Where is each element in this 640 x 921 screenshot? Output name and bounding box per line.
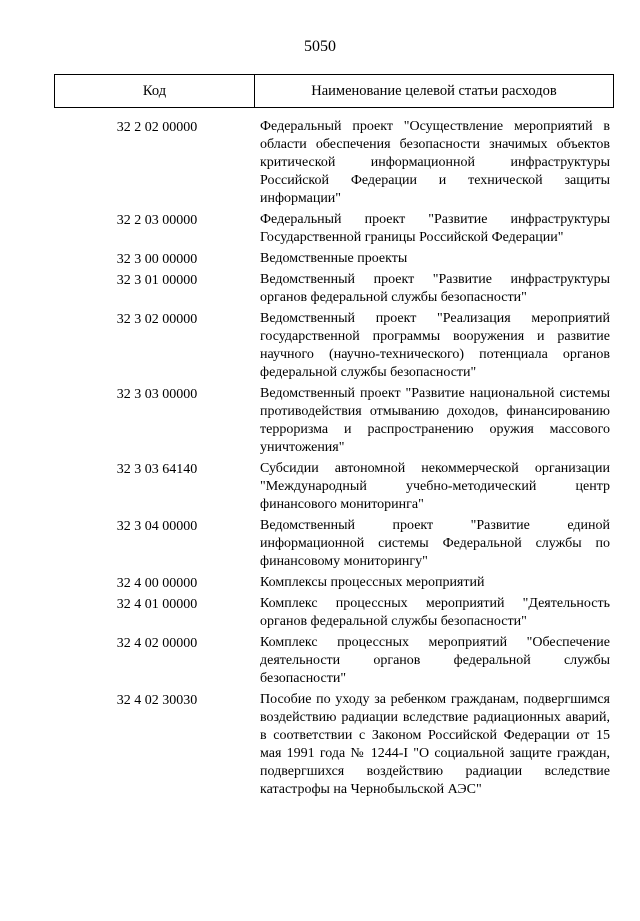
row-code: 32 3 01 00000 [116,273,198,288]
table-row [54,691,614,799]
table-row [54,574,614,592]
row-name: Ведомственный проект "Развитие национальной системы противодействия отмыванию доходов, финансированию терроризма и распространению оружия массового уничтожения" [260,386,610,455]
row-code: 32 3 03 64140 [116,462,198,477]
table-row [54,310,614,382]
row-name: Комплекс процессных мероприятий "Обеспечение деятельности органов федеральной службы безопасности" [260,635,610,686]
table-row [54,211,614,247]
row-code: 32 4 02 30030 [116,693,198,708]
table-row [54,385,614,457]
row-name: Ведомственный проект "Развитие инфраструктуры органов федеральной службы безопасности" [260,272,610,305]
row-code: 32 2 03 00000 [116,213,198,228]
row-code: 32 3 00 00000 [116,252,198,267]
column-header-name: Наименование целевой статьи расходов [311,82,557,99]
page-number: 5050 [304,38,336,55]
row-name: Субсидии автономной некоммерческой организации "Международный учебно-методический центр финансового мониторинга" [260,461,610,512]
row-name: Комплексы процессных мероприятий [260,575,485,590]
row-name: Комплекс процессных мероприятий "Деятельность органов федеральной службы безопасности" [260,596,610,629]
row-code: 32 2 02 00000 [116,120,198,135]
row-code: 32 4 01 00000 [116,597,198,612]
row-name: Ведомственный проект "Развитие единой информационной системы Федеральной службы по финансовому мониторингу" [260,518,610,569]
table-row [54,595,614,631]
row-code: 32 3 04 00000 [116,519,198,534]
row-code: 32 3 03 00000 [116,387,198,402]
row-name: Ведомственный проект "Реализация мероприятий государственной программы вооружения и развитие научного (научно-технического) потенциала органов федеральной службы безопасности" [260,311,610,380]
row-name: Федеральный проект "Развитие инфраструктуры Государственной границы Российской Федерации" [260,212,610,245]
row-name: Федеральный проект "Осуществление мероприятий в области обеспечения безопасности значимых объектов критической информационной инфраструктуры Российской Федерации и технической защиты информации" [260,119,610,206]
row-name: Пособие по уходу за ребенком гражданам, подвергшимся воздействию радиации вследствие радиационных аварий, в соответствии с Законом Российской Федерации от 15 мая 1991 года № 1244-I "О социальной защите граждан, подвергшихся воздействию радиации вследствие катастрофы на Чернобыльской АЭС" [260,692,610,797]
table-row [54,634,614,688]
table-row [54,460,614,514]
column-header-code: Код [55,75,255,107]
table-row [54,250,614,268]
row-code: 32 4 02 00000 [116,636,198,651]
table-body [54,118,614,802]
row-code: 32 3 02 00000 [116,312,198,327]
table-row [54,517,614,571]
table-row [54,118,614,208]
row-code: 32 4 00 00000 [116,576,198,591]
row-name: Ведомственные проекты [260,251,408,266]
table-row [54,271,614,307]
table-header [54,74,614,108]
